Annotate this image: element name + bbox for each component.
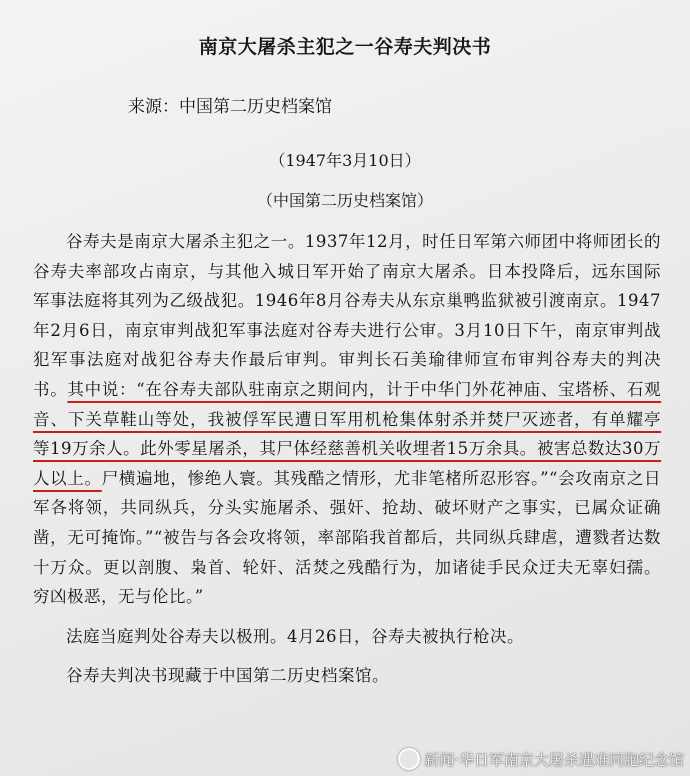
weibo-logo-icon <box>398 748 420 770</box>
document-title: 南京大屠杀主犯之一谷寿夫判决书 <box>198 36 492 58</box>
paragraph-2: 法庭当庭判处谷寿夫以极刑。4月26日，谷寿夫被执行枪决。 <box>66 626 524 646</box>
document-date: （1947年3月10日） <box>269 151 421 170</box>
paragraph-1 <box>33 227 661 612</box>
paragraph-3: 谷寿夫判决书现藏于中国第二历史档案馆。 <box>66 666 389 686</box>
paragraph-1-continued: 尸横遍地，惨绝人寰。其残酷之情形，尤非笔楮所忍形容。”“会攻南京之日军各将领，共同纵兵，分头实施屠杀、强奸、抢劫、破坏财产之事实，已属众证确凿，无可掩饰。”“被告与各会攻将领，率部陷我首都后，共同纵兵肆虐，遭戮者达数十万众。更以剖腹、枭首、轮奸、活焚之残酷行为，加诸徒手民众迂夫无辜妇孺。穷凶极恶，无与伦比。” <box>33 468 662 607</box>
watermark-text: 新闻·华日军南京大屠杀遇难同胞纪念馆 <box>424 750 684 769</box>
paragraph-1-text: 谷寿夫是南京大屠杀主犯之一。1937年12月，时任日军第六师团中将师团长的谷寿夫率部攻占南京，与其他入城日军开始了南京大屠杀。日本投降后，远东国际军事法庭将其列为乙级战犯。1946年8月谷寿夫从东京巢鸭监狱被引渡南京。1947年2月6日，南京审判战犯军事法庭对谷寿夫进行公审。3月10日下午，南京审判战犯军事法庭对战犯谷寿夫作最后审判。审判长石美瑜律师宣布审判谷寿夫的判决书。 <box>33 232 661 399</box>
watermark <box>398 748 684 770</box>
document-body <box>33 227 661 691</box>
document-archive: （中国第二历史档案馆） <box>256 191 433 210</box>
document-source: 来源：中国第二历史档案馆 <box>128 97 332 117</box>
highlighted-quote: 其中说：“在谷寿夫部队驻南京之期间内，计于中华门外花神庙、宝塔桥、石观音、下关草鞋山等处，我被俘军民遭日军用机枪集体射杀并焚尸灭迹者，有单耀亭等19万余人。此外零星屠杀，其尸体经慈善机关收埋者15万余具。被害总数达30万人以上。 <box>33 379 662 488</box>
